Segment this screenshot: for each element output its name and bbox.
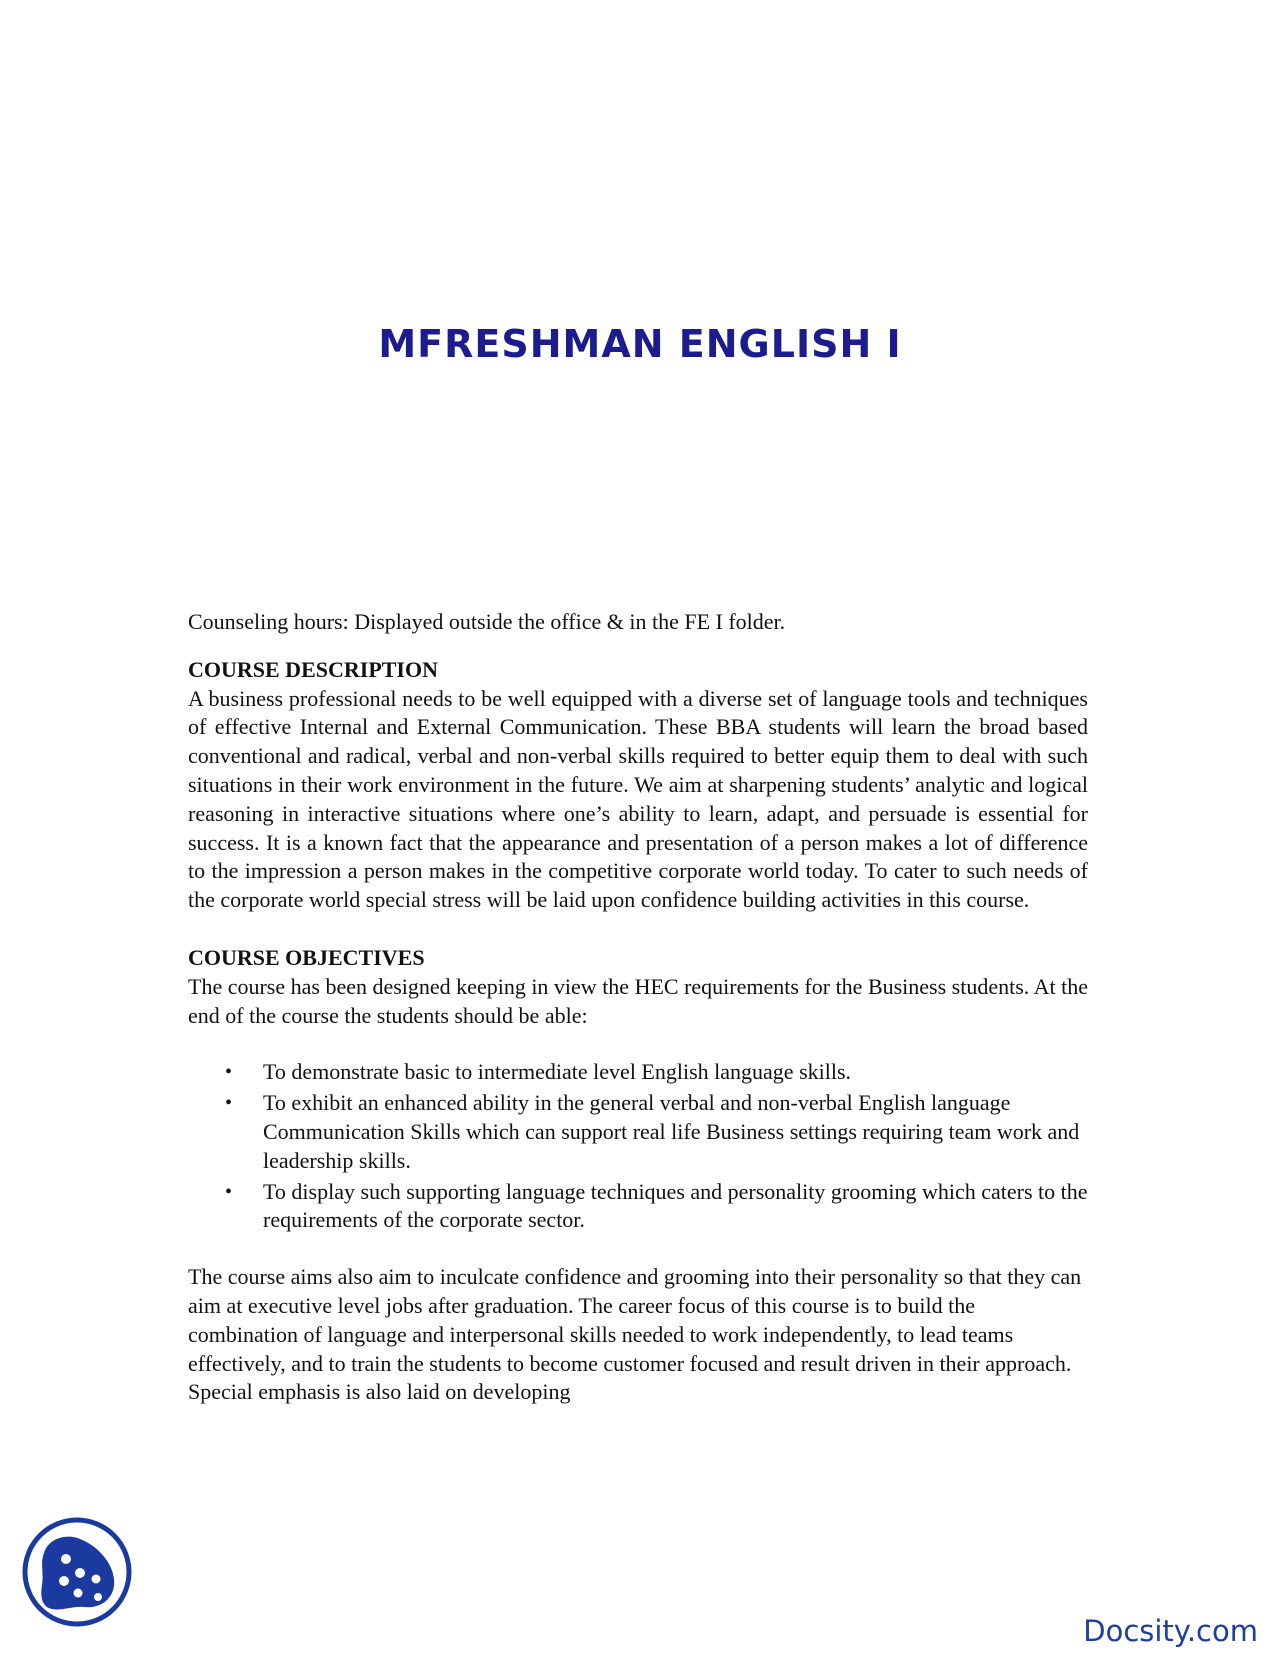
closing-paragraph: The course aims also aim to inculcate confidence and grooming into their personality so that they can aim at executive level jobs after graduation. The career focus of this course is to build the combination of language and interpersonal skills needed to work independently, to lead teams effectively, and to train the students to become customer focused and result driven in their approach. Special emphasis is also laid on developing — [188, 1264, 1082, 1405]
docsity-brand-link[interactable]: Docsity.com — [1083, 1614, 1258, 1648]
page-title: MFRESHMAN ENGLISH I — [378, 322, 902, 366]
counseling-hours: Counseling hours: Displayed outside the office & in the FE I folder. — [188, 609, 786, 634]
bullet-icon: • — [225, 1092, 233, 1115]
course-objectives-intro: The course has been designed keeping in view the HEC requirements for the Business students. At the end of the course the students should be able: — [188, 973, 1088, 1028]
course-description-body: A business professional needs to be well equipped with a diverse set of language tools and techniques of effective Internal and External Communication. These BBA students will learn the broad based conventional and radical, verbal and non-verbal skills required to better equip them to deal with such situations in their work environment in the future. We aim at sharpening students’ analytic and logical reasoning in interactive situations where one’s ability to learn, adapt, and persuade is essential for success. It is a known fact that the appearance and presentation of a person makes a lot of difference to the impression a person makes in the competitive corporate world today. To cater to such needs of the corporate world special stress will be laid upon confidence building activities in this course. — [188, 685, 1088, 913]
list-item — [225, 1089, 1088, 1175]
objectives-list — [188, 1058, 1088, 1235]
docsity-logo-icon — [22, 1517, 132, 1627]
bullet-icon: • — [225, 1061, 233, 1084]
list-item — [225, 1058, 1088, 1087]
list-item-text: To display such supporting language techniques and personality grooming which caters to the requirements of the corporate sector. — [263, 1178, 1088, 1233]
course-objectives-heading: COURSE OBJECTIVES — [188, 944, 425, 970]
list-item — [225, 1178, 1088, 1236]
course-description-heading: COURSE DESCRIPTION — [188, 656, 438, 682]
bullet-icon: • — [225, 1180, 233, 1203]
list-item-text: To exhibit an enhanced ability in the general verbal and non-verbal English language Communication Skills which can support real life Business settings requiring team work and leadership skills. — [263, 1090, 1080, 1173]
list-item-text: To demonstrate basic to intermediate level English language skills. — [263, 1059, 852, 1085]
document-body — [188, 608, 1088, 1407]
